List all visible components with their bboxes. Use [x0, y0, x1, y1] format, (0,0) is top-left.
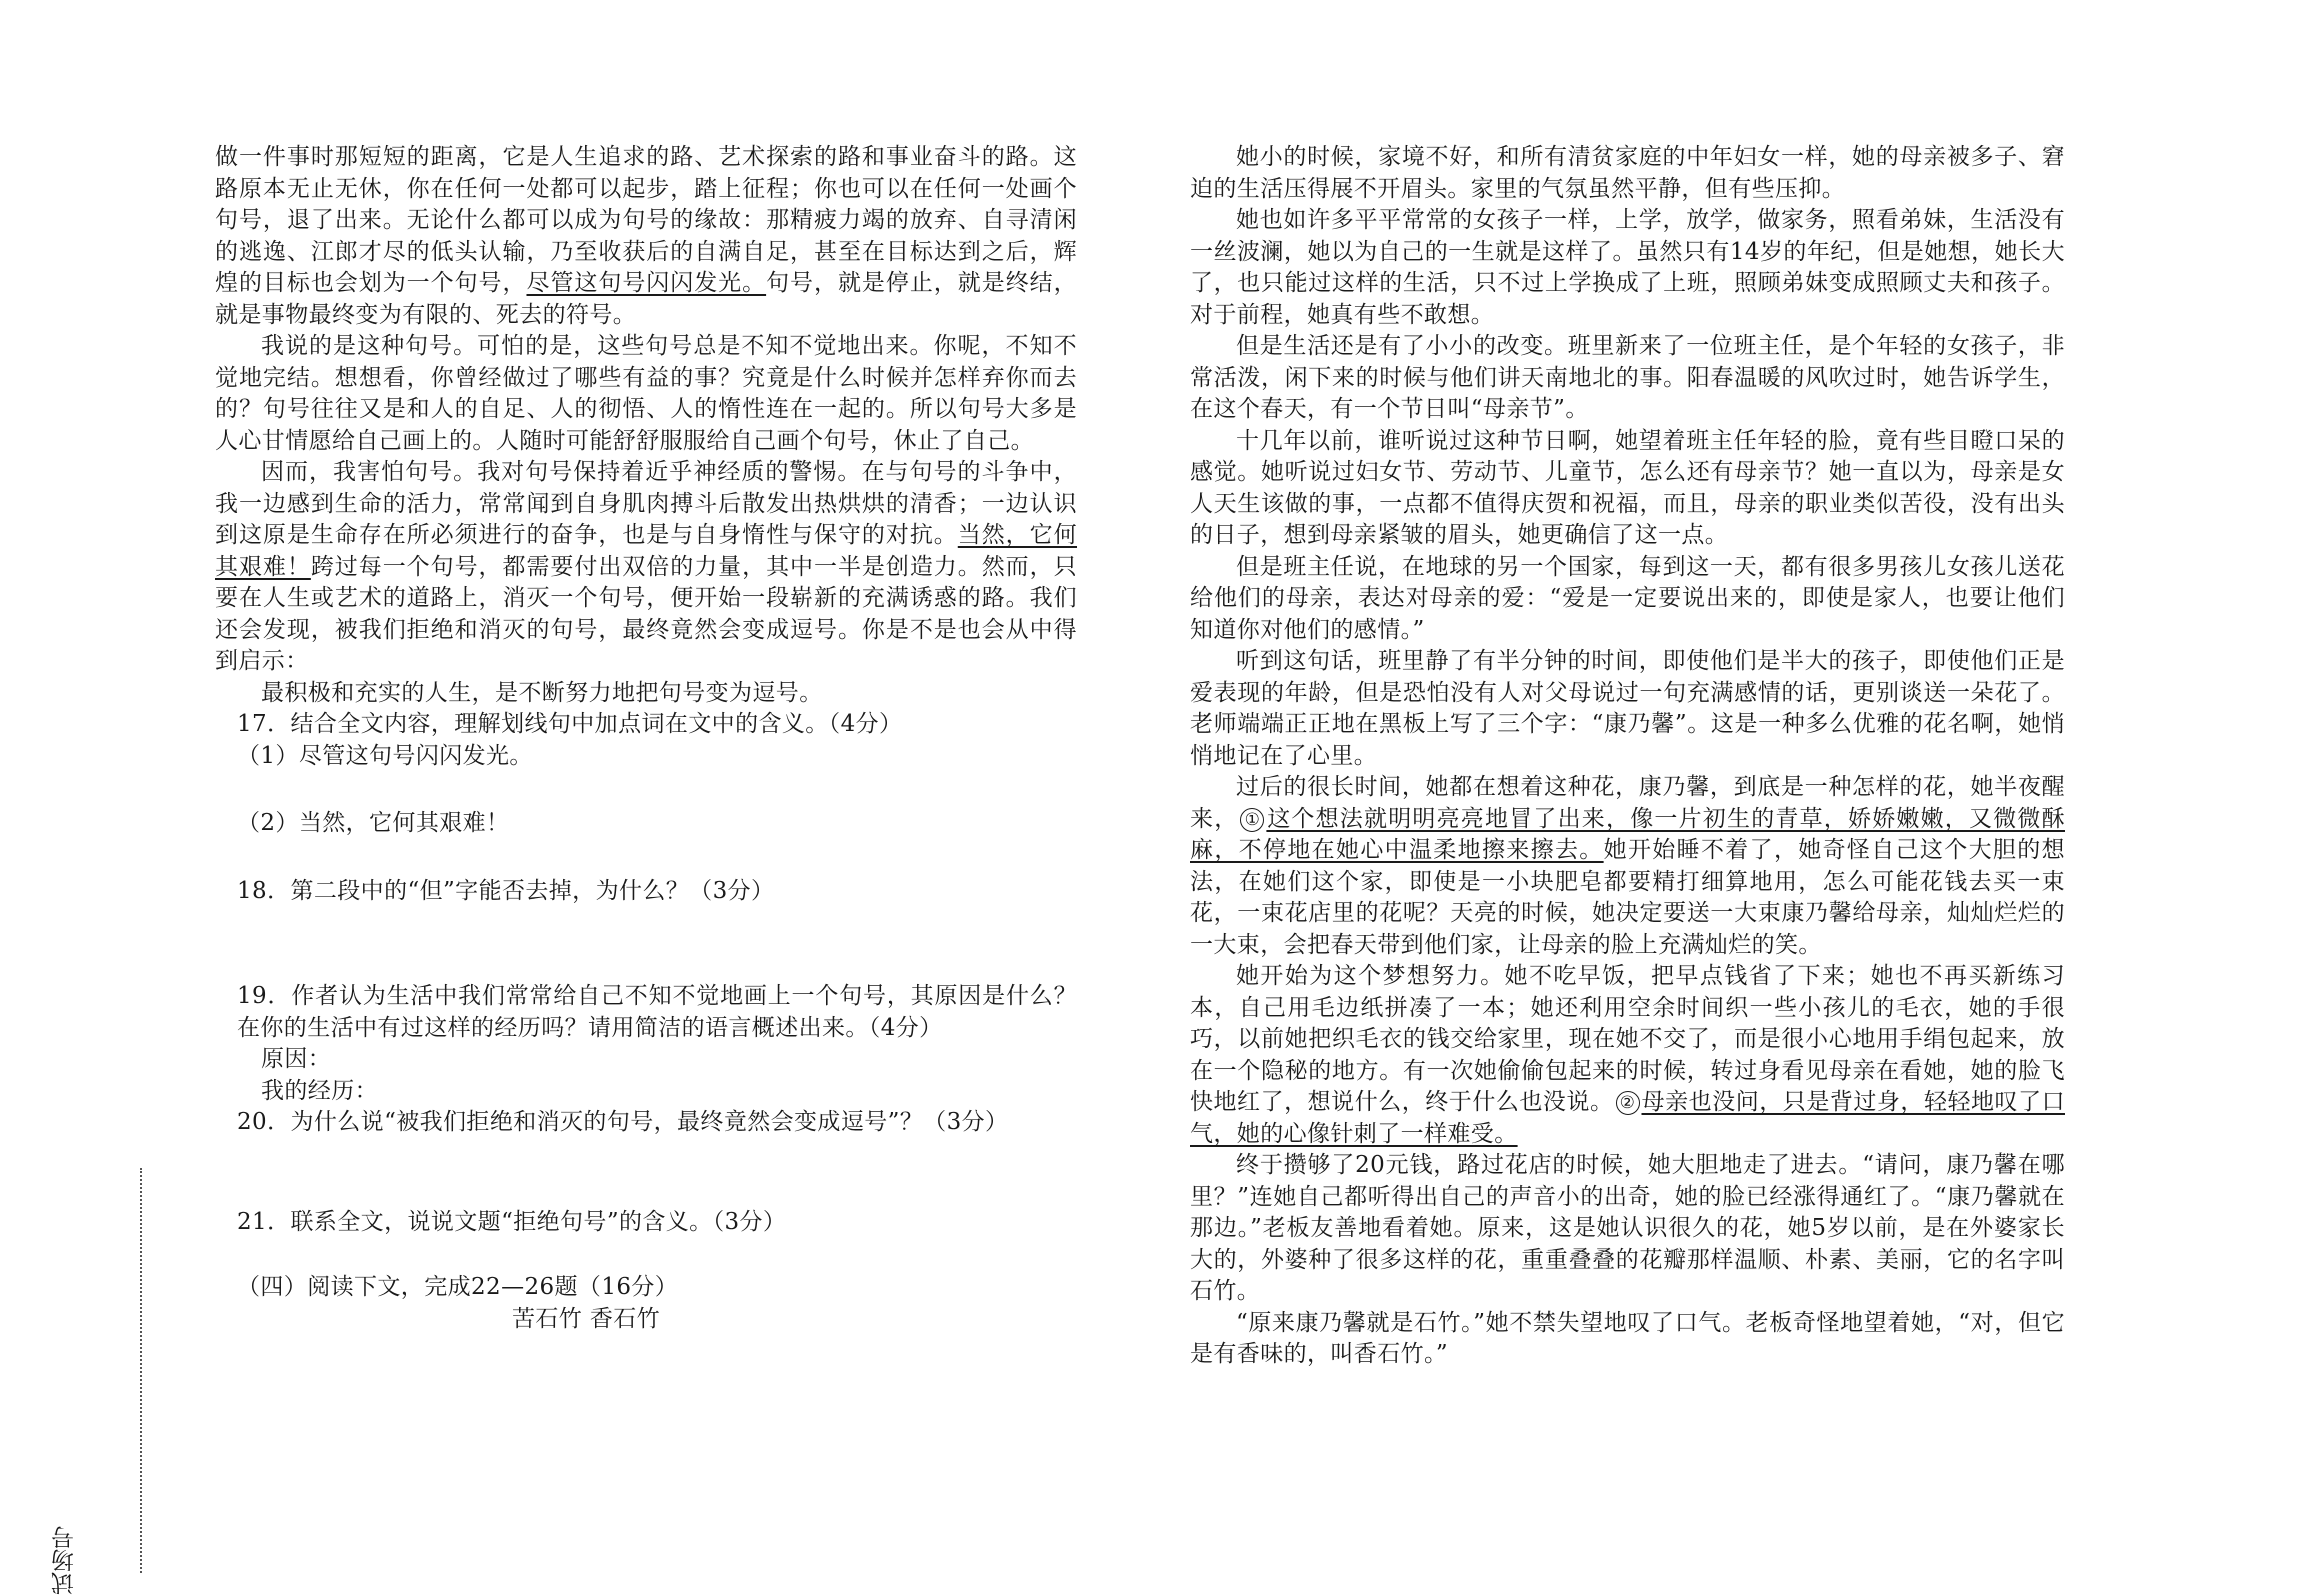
left-column: [215, 142, 1077, 1335]
question-21: 21．联系全文，说说文题“拒绝句号”的含义。（3分）: [237, 1208, 787, 1235]
question-19-experience: 我的经历：: [261, 1077, 378, 1104]
essay-paragraph-1: 做一件事时那短短的距离，它是人生追求的路、艺术探索的路和事业奋斗的路。这路原本无止无休，你在任何一处都可以起步，踏上征程；你也可以在任何一处画个句号，退了出来。无论什么都可以成为句号的缘故：那精疲力竭的放弃、自寻清闲的逃逸、江郎才尽的低头认输，乃至收获后的自满自足，甚至在目标达到之后，辉煌的目标也会划为一个句号，尽管这句号闪闪发光。句号，就是停止，就是终结，就是事物最终变为有限的、死去的符号。: [215, 144, 1078, 328]
essay-paragraph-4: 最积极和充实的人生，是不断努力地把句号变为逗号。: [261, 679, 823, 706]
question-17-1: （1）尽管这句号闪闪发光。: [237, 742, 533, 769]
question-17-2: （2）当然，它何其艰难！: [237, 810, 510, 836]
section-4-heading: （四）阅读下文，完成22—26题（16分）: [237, 1274, 679, 1300]
question-19: 19．作者认为生活中我们常常给自己不知不觉地画上一个句号，其原因是什么？在你的生活中有过这样的经历吗？请用简洁的语言概述出来。（4分）: [237, 983, 1077, 1041]
circled-number-2: ②: [1616, 1091, 1640, 1115]
question-19-reason: 原因：: [261, 1046, 332, 1072]
story-title: 苦石竹 香石竹: [511, 1305, 661, 1332]
story-paragraph-6: 听到这句话，班里静了有半分钟的时间，即使他们是半大的孩子，即使他们正是爱表现的年龄，但是恐怕没有人对父母说过一句充满感情的话，更别谈送一朵花了。老师端端正正地在黑板上写了三个字：“康乃馨”。这是一种多么优雅的花名啊，她悄悄地记在了心里。: [1190, 648, 2065, 769]
question-18: 18．第二段中的“但”字能否去掉，为什么？（3分）: [237, 877, 775, 904]
story-paragraph-8: 她开始为这个梦想努力。她不吃早饭，把早点钱省了下来；她也不再买新练习本，自己用毛边纸拼凑了一本；她还利用空余时间织一些小孩儿的毛衣，她的手很巧，以前她把织毛衣的钱交给家里，现在她不交了，而是很小心地用手绢包起来，放在一个隐秘的地方。有一次她偷偷包起来的时候，转过身看见母亲在看她，她的脸飞快地红了，想说什么，终于什么也没说。 ② 母亲也没问，只是背过身，轻轻地叹了口气，她的心像针刺了一样难受。: [1190, 963, 2065, 1147]
seat-number-label: 试场号: [52, 1526, 78, 1595]
story-paragraph-9: 终于攒够了20元钱，路过花店的时候，她大胆地走了进去。“请问，康乃馨在哪里？”连她自己都听得出自己的声音小的出奇，她的脸已经涨得通红了。“康乃馨就在那边。”老板友善地看着她。原来，这是她认识很久的花，她5岁以前，是在外婆家长大的，外婆种了很多这样的花，重重叠叠的花瓣那样温顺、朴素、美丽，它的名字叫石竹。: [1190, 1152, 2065, 1304]
circled-number-1: ①: [1240, 808, 1264, 832]
story-paragraph-4: 十几年以前，谁听说过这种节日啊，她望着班主任年轻的脸，竟有些目瞪口呆的感觉。她听说过妇女节、劳动节、儿童节，怎么还有母亲节？她一直以为，母亲是女人天生该做的事，一点都不值得庆贺和祝福，而且，母亲的职业类似苦役，没有出头的日子，想到母亲紧皱的眉头，她更确信了这一点。: [1190, 427, 2065, 548]
question-20: 20．为什么说“被我们拒绝和消灭的句号，最终竟然会变成逗号”？（3分）: [237, 1109, 1009, 1135]
binding-dotted-line: [140, 1168, 142, 1573]
underlined-sentence-2: 当然，它何其艰难！: [215, 522, 1078, 580]
underlined-sentence-1: 尽管这句号闪闪发光。: [526, 270, 767, 296]
story-paragraph-10: “原来康乃馨就是石竹。”她不禁失望地叹了口气。老板奇怪地望着她，“对，但它是有香味的，叫香石竹。”: [1190, 1309, 2065, 1367]
story-paragraph-1: 她小的时候，家境不好，和所有清贫家庭的中年妇女一样，她的母亲被多子、窘迫的生活压得展不开眉头。家里的气氛虽然平静，但有些压抑。: [1190, 144, 2065, 202]
question-17: 17．结合全文内容，理解划线句中加点词在文中的含义。（4分）: [237, 711, 903, 737]
story-paragraph-7: 过后的很长时间，她都在想着这种花，康乃馨，到底是一种怎样的花，她半夜醒来， ① 这个想法就明明亮亮地冒了出来，像一片初生的青草，娇娇嫩嫩，又微微酥麻，不停地在她心中温柔地擦来擦去。她开始睡不着了，她奇怪自己这个大胆的想法，在她们这个家，即使是一小块肥皂都要精打细算地用，怎么可能花钱去买一束花，一束花店里的花呢？天亮的时候，她决定要送一大束康乃馨给母亲，灿灿烂烂的一大束，会把春天带到他们家，让母亲的脸上充满灿烂的笑。: [1190, 774, 2065, 958]
underlined-sentence-3: ① 这个想法就明明亮亮地冒了出来，像一片初生的青草，娇娇嫩嫩，又微微酥麻，不停地在她心中温柔地擦来擦去。: [1190, 805, 2065, 863]
underlined-sentence-4: ② 母亲也没问，只是背过身，轻轻地叹了口气，她的心像针刺了一样难受。: [1190, 1089, 2065, 1147]
essay-paragraph-3: 因而，我害怕句号。我对句号保持着近乎神经质的警惕。在与句号的斗争中，我一边感到生命的活力，常常闻到自身肌肉搏斗后散发出热烘烘的清香；一边认识到这原是生命存在所必须进行的奋争，也是与自身惰性与保守的对抗。当然，它何其艰难！跨过每一个句号，都需要付出双倍的力量，其中一半是创造力。然而，只要在人生或艺术的道路上，消灭一个句号，便开始一段崭新的充满诱惑的路。我们还会发现，被我们拒绝和消灭的句号，最终竟然会变成逗号。你是不是也会从中得到启示：: [215, 459, 1078, 674]
story-paragraph-2: 她也如许多平平常常的女孩子一样，上学，放学，做家务，照看弟妹，生活没有一丝波澜，她以为自己的一生就是这样了。虽然只有14岁的年纪，但是她想，她长大了，也只能过这样的生活，只不过上学换成了上班，照顾弟妹变成照顾丈夫和孩子。对于前程，她真有些不敢想。: [1190, 207, 2065, 328]
essay-paragraph-2: 我说的是这种句号。可怕的是，这些句号总是不知不觉地出来。你呢，不知不觉地完结。想想看，你曾经做过了哪些有益的事？究竟是什么时候并怎样弃你而去的？句号往往又是和人的自足、人的彻悟、人的惰性连在一起的。所以句号大多是人心甘情愿给自己画上的。人随时可能舒舒服服给自己画个句号，休止了自己。: [215, 333, 1077, 454]
right-column: [1190, 142, 2065, 1371]
story-paragraph-3: 但是生活还是有了小小的改变。班里新来了一位班主任，是个年轻的女孩子，非常活泼，闲下来的时候与他们讲天南地北的事。阳春温暖的风吹过时，她告诉学生，在这个春天，有一个节日叫“母亲节”。: [1190, 333, 2065, 422]
story-paragraph-5: 但是班主任说，在地球的另一个国家，每到这一天，都有很多男孩儿女孩儿送花给他们的母亲，表达对母亲的爱：“爱是一定要说出来的，即使是家人，也要让他们知道你对他们的感情。”: [1190, 553, 2065, 643]
